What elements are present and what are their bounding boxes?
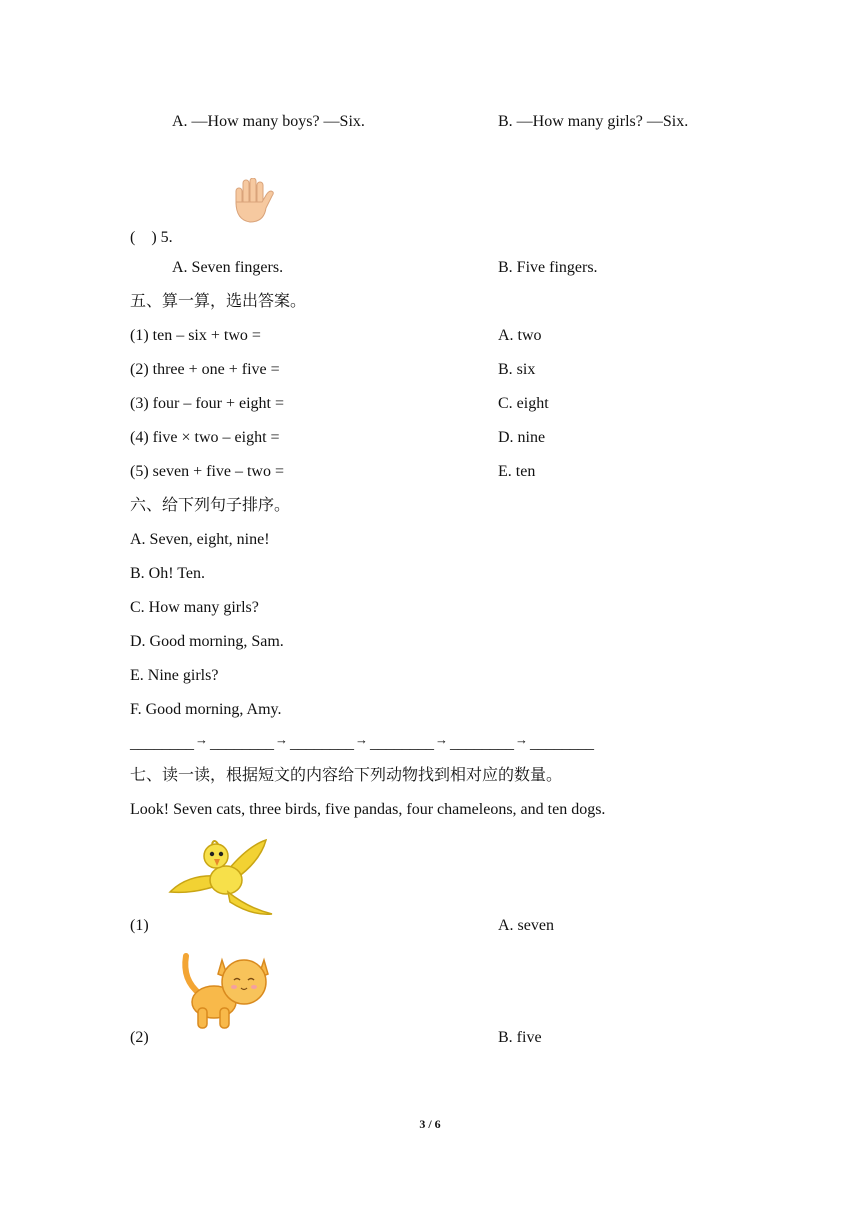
animal-option-b: B. five <box>498 1029 542 1046</box>
order-blank-2[interactable]: ________ <box>210 735 274 752</box>
sentence-f: F. Good morning, Amy. <box>130 701 282 718</box>
section6-title: 六、给下列句子排序。 <box>130 497 291 514</box>
animal-item-2-label: (2) <box>130 1029 149 1046</box>
q5-option-a: A. Seven fingers. <box>172 259 284 276</box>
bird-icon <box>168 836 278 920</box>
sentence-c: C. How many girls? <box>130 599 259 616</box>
animal-option-a: A. seven <box>498 917 554 934</box>
calc-answer-b: B. six <box>498 361 536 378</box>
calc-answer-a: A. two <box>498 327 542 344</box>
sentence-e: E. Nine girls? <box>130 667 219 684</box>
hand-icon <box>230 178 276 224</box>
calc-question-4: (4) five × two – eight = <box>130 429 280 446</box>
calc-question-1: (1) ten – six + two = <box>130 327 261 344</box>
q4-prev-option-b: B. —How many girls? —Six. <box>498 113 689 130</box>
calc-question-5: (5) seven + five – two = <box>130 463 285 480</box>
arrow-icon: → <box>195 732 208 747</box>
order-blank-6[interactable]: ________ <box>530 735 594 752</box>
calc-answer-e: E. ten <box>498 463 536 480</box>
section7-title: 七、读一读，根据短文的内容给下列动物找到相对应的数量。 <box>130 767 563 784</box>
calc-question-2: (2) three + one + five = <box>130 361 280 378</box>
order-blank-5[interactable]: ________ <box>450 735 514 752</box>
q4-prev-option-a: A. —How many boys? —Six. <box>172 113 365 130</box>
order-blank-3[interactable]: ________ <box>290 735 354 752</box>
order-blank-1[interactable]: ________ <box>130 735 194 752</box>
animal-item-1-label: (1) <box>130 917 149 934</box>
arrow-icon: → <box>275 732 288 747</box>
calc-answer-c: C. eight <box>498 395 549 412</box>
arrow-icon: → <box>355 732 368 747</box>
reading-passage: Look! Seven cats, three birds, five pandas, four chameleons, and ten dogs. <box>130 801 606 818</box>
q5-option-b: B. Five fingers. <box>498 259 598 276</box>
q5-number: ( ) 5. <box>130 229 173 246</box>
sentence-a: A. Seven, eight, nine! <box>130 531 270 548</box>
calc-question-3: (3) four – four + eight = <box>130 395 285 412</box>
arrow-icon: → <box>435 732 448 747</box>
calc-answer-d: D. nine <box>498 429 546 446</box>
section5-title: 五、算一算，选出答案。 <box>130 293 307 310</box>
order-blank-4[interactable]: ________ <box>370 735 434 752</box>
sentence-d: D. Good morning, Sam. <box>130 633 284 650</box>
ordering-answer-line[interactable] <box>130 734 594 754</box>
page-number: 3 / 6 <box>419 1117 441 1131</box>
cat-icon <box>178 950 270 1032</box>
sentence-b: B. Oh! Ten. <box>130 565 206 582</box>
arrow-icon: → <box>515 732 528 747</box>
